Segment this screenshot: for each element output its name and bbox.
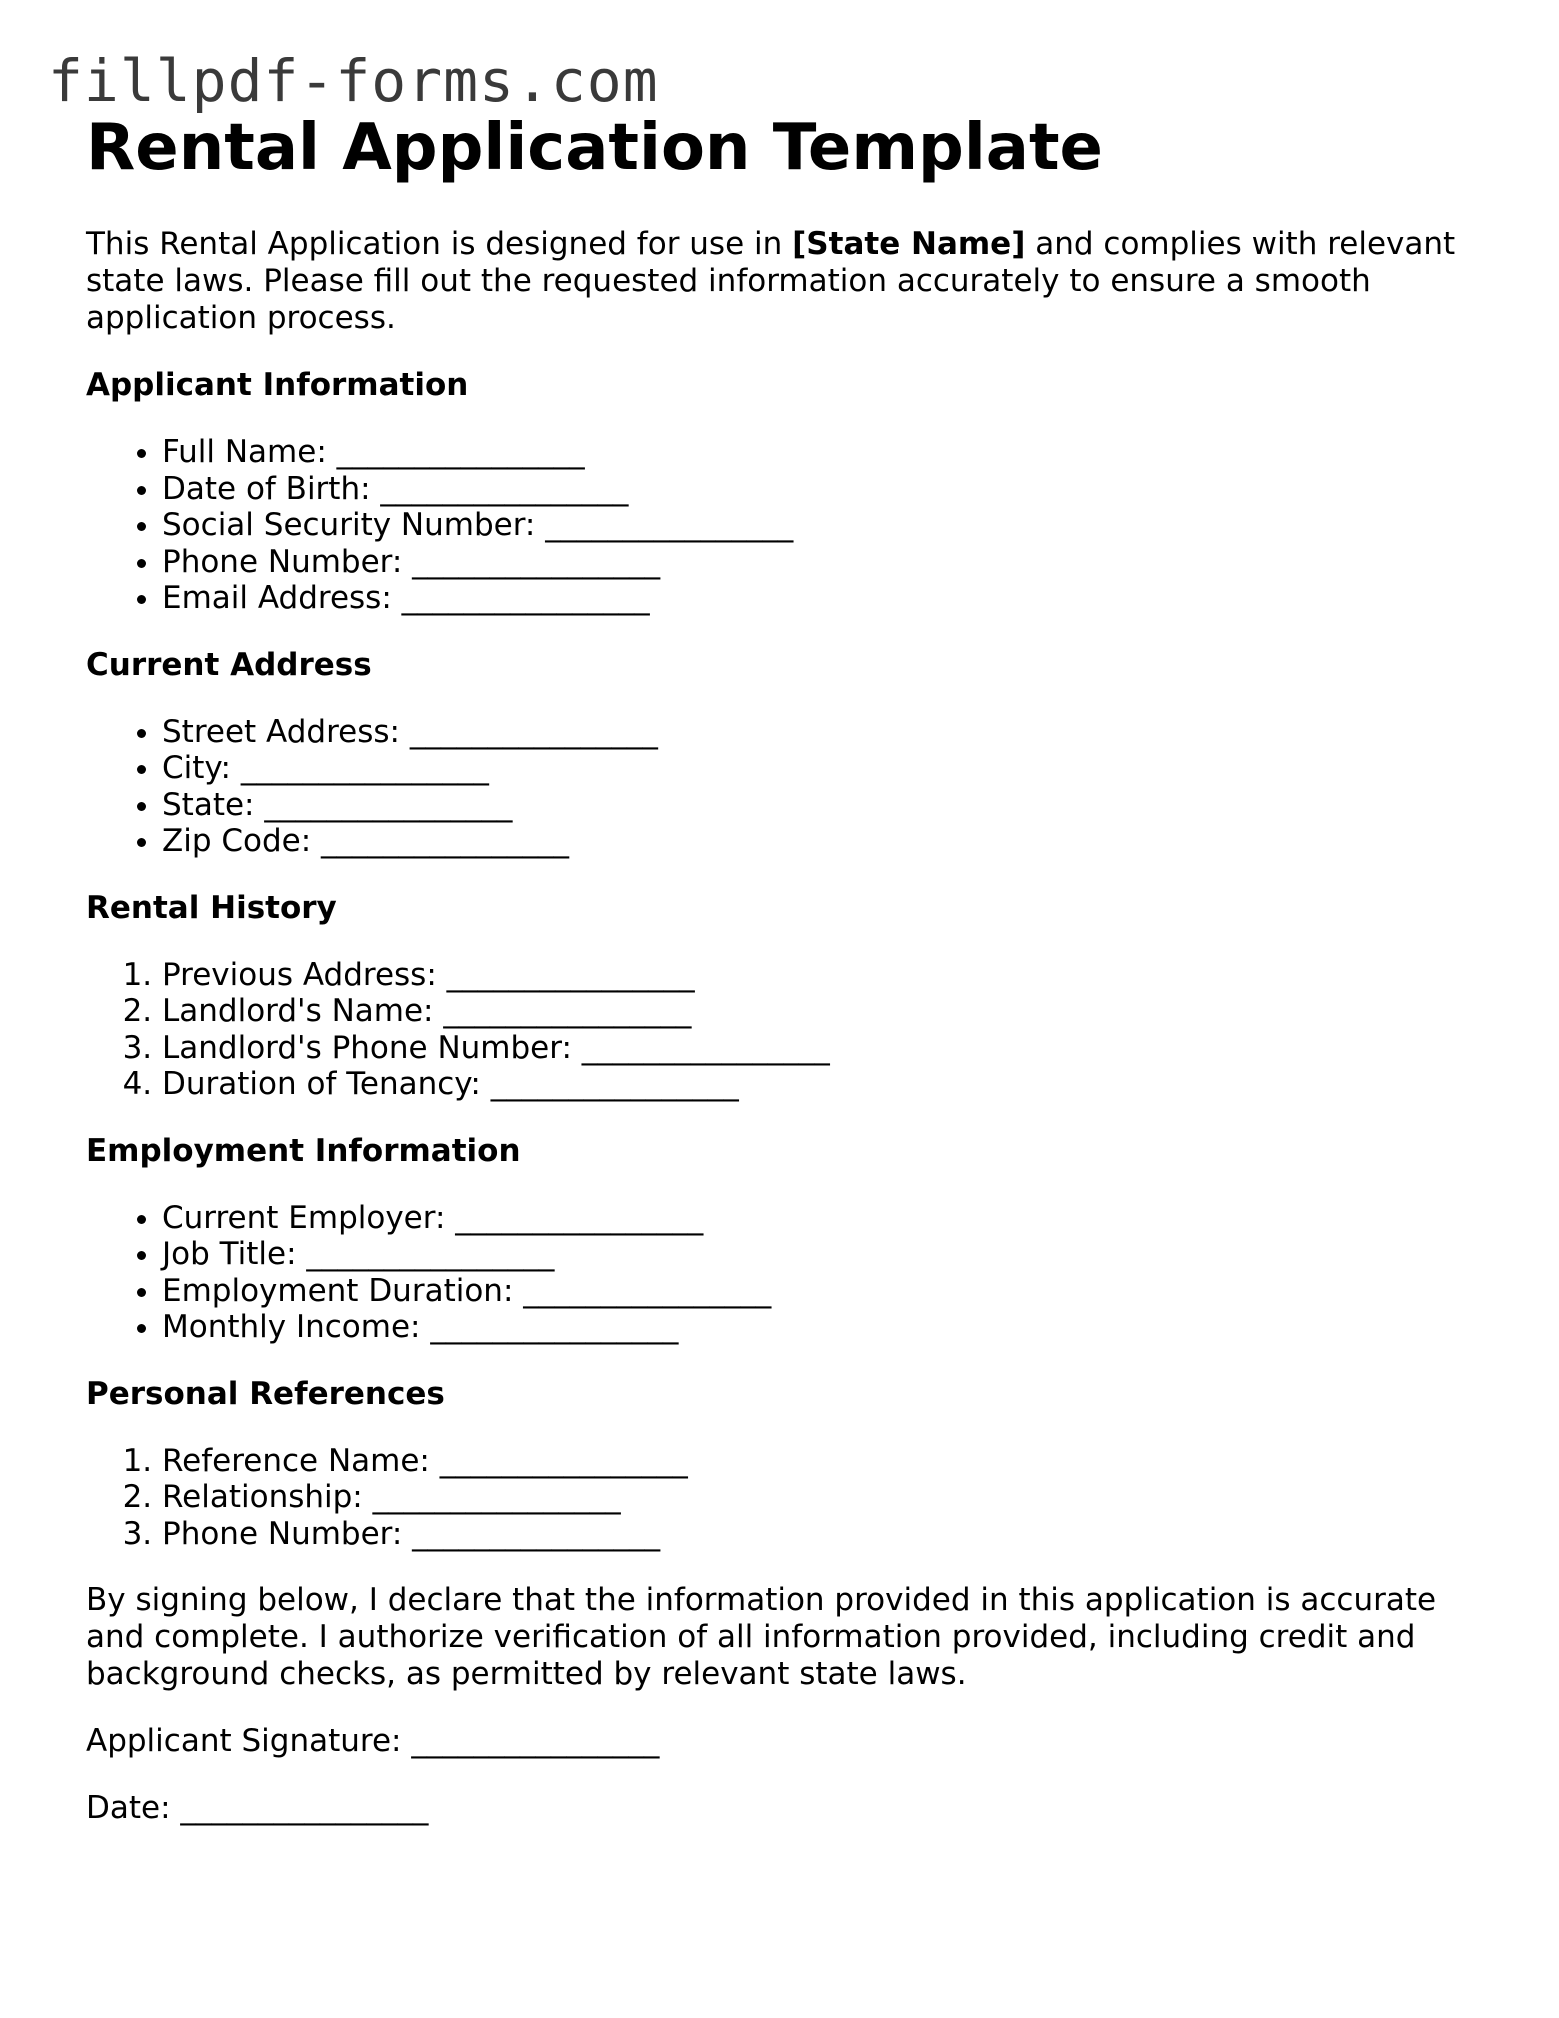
field-duration-of-tenancy bbox=[162, 1066, 1486, 1103]
fill-in-blank[interactable]: ________________ bbox=[372, 1479, 621, 1515]
field-label: Relationship: bbox=[162, 1479, 363, 1515]
field-label: Reference Name: bbox=[162, 1442, 430, 1479]
signature-blank[interactable]: ________________ bbox=[411, 1723, 660, 1759]
field-reference-phone bbox=[162, 1516, 1486, 1553]
field-label: Social Security Number: bbox=[162, 507, 536, 543]
fill-in-blank[interactable]: ________________ bbox=[336, 434, 585, 470]
fill-in-blank[interactable]: ________________ bbox=[306, 1236, 555, 1272]
section-heading-current-address: Current Address bbox=[86, 646, 372, 683]
section-heading-references: Personal References bbox=[86, 1375, 445, 1412]
fill-in-blank[interactable]: ________________ bbox=[412, 543, 661, 580]
field-label: Full Name: bbox=[162, 434, 327, 470]
signature-label: Applicant Signature: bbox=[86, 1723, 402, 1759]
field-label: Phone Number: bbox=[162, 543, 403, 580]
intro-text-after: and complies with relevant state laws. Please fill out the requested information accurately to ensure a smooth application process. bbox=[86, 226, 1456, 336]
signature-line bbox=[86, 1723, 1486, 1760]
references-field-list bbox=[86, 1443, 1486, 1553]
fill-in-blank[interactable]: ________________ bbox=[443, 993, 692, 1029]
fill-in-blank[interactable]: ________________ bbox=[523, 1272, 772, 1309]
declaration-paragraph: By signing below, I declare that the information provided in this application is accurate and complete. I authorize verification of all information provided, including credit and background checks, as permitted by relevant state laws. bbox=[86, 1582, 1437, 1692]
intro-text-before: This Rental Application is designed for use in bbox=[86, 226, 793, 262]
field-phone-number bbox=[162, 544, 1486, 581]
field-ssn bbox=[162, 507, 1486, 544]
field-label: Email Address: bbox=[162, 580, 392, 616]
field-label: Previous Address: bbox=[162, 956, 437, 993]
fill-in-blank[interactable]: ________________ bbox=[409, 713, 658, 750]
field-employment-duration bbox=[162, 1273, 1486, 1310]
field-label: City: bbox=[162, 750, 231, 786]
field-date-of-birth bbox=[162, 471, 1486, 508]
field-label: Landlord's Name: bbox=[162, 993, 434, 1029]
fill-in-blank[interactable]: ________________ bbox=[446, 956, 695, 993]
rental-history-field-list bbox=[86, 957, 1486, 1103]
section-heading-rental-history: Rental History bbox=[86, 889, 337, 926]
applicant-field-list bbox=[86, 434, 1486, 617]
field-email-address bbox=[162, 580, 1486, 617]
section-heading-employment: Employment Information bbox=[86, 1132, 521, 1169]
field-relationship bbox=[162, 1479, 1486, 1516]
fill-in-blank[interactable]: ________________ bbox=[412, 1515, 661, 1552]
field-label: Landlord's Phone Number: bbox=[162, 1029, 572, 1066]
field-street-address bbox=[162, 714, 1486, 751]
fill-in-blank[interactable]: ________________ bbox=[439, 1442, 688, 1479]
fill-in-blank[interactable]: ________________ bbox=[430, 1309, 679, 1345]
field-label: Monthly Income: bbox=[162, 1309, 421, 1345]
date-label: Date: bbox=[86, 1790, 171, 1826]
field-label: Current Employer: bbox=[162, 1199, 446, 1236]
field-full-name bbox=[162, 434, 1486, 471]
field-label: Date of Birth: bbox=[162, 470, 371, 507]
fill-in-blank[interactable]: ________________ bbox=[490, 1066, 739, 1102]
fill-in-blank[interactable]: ________________ bbox=[545, 507, 794, 543]
field-label: Job Title: bbox=[162, 1236, 297, 1272]
field-reference-name bbox=[162, 1443, 1486, 1480]
fill-in-blank[interactable]: ________________ bbox=[240, 750, 489, 786]
page-title: Rental Application Template bbox=[86, 111, 1103, 185]
date-blank[interactable]: ________________ bbox=[180, 1790, 429, 1826]
field-city bbox=[162, 750, 1486, 787]
watermark-text: fillpdf-forms.com bbox=[48, 47, 659, 115]
fill-in-blank[interactable]: ________________ bbox=[264, 786, 513, 823]
date-line bbox=[86, 1790, 1486, 1827]
field-previous-address bbox=[162, 957, 1486, 994]
field-job-title bbox=[162, 1236, 1486, 1273]
field-label: Street Address: bbox=[162, 713, 400, 750]
field-landlord-phone bbox=[162, 1030, 1486, 1067]
address-field-list bbox=[86, 714, 1486, 860]
document-body bbox=[86, 108, 1486, 1827]
fill-in-blank[interactable]: ________________ bbox=[581, 1029, 830, 1066]
field-state bbox=[162, 787, 1486, 824]
field-current-employer bbox=[162, 1200, 1486, 1237]
fill-in-blank[interactable]: ________________ bbox=[380, 470, 629, 507]
field-label: State: bbox=[162, 786, 255, 823]
field-label: Zip Code: bbox=[162, 823, 312, 859]
field-label: Duration of Tenancy: bbox=[162, 1066, 481, 1102]
fill-in-blank[interactable]: ________________ bbox=[455, 1199, 704, 1236]
employment-field-list bbox=[86, 1200, 1486, 1346]
fill-in-blank[interactable]: ________________ bbox=[401, 580, 650, 616]
field-label: Employment Duration: bbox=[162, 1272, 514, 1309]
field-monthly-income bbox=[162, 1309, 1486, 1346]
state-name-placeholder: [State Name] bbox=[792, 226, 1026, 262]
fill-in-blank[interactable]: ________________ bbox=[321, 823, 570, 859]
field-landlord-name bbox=[162, 993, 1486, 1030]
section-heading-applicant: Applicant Information bbox=[86, 367, 469, 403]
field-label: Phone Number: bbox=[162, 1515, 403, 1552]
field-zip-code bbox=[162, 823, 1486, 860]
intro-paragraph bbox=[86, 226, 1486, 337]
